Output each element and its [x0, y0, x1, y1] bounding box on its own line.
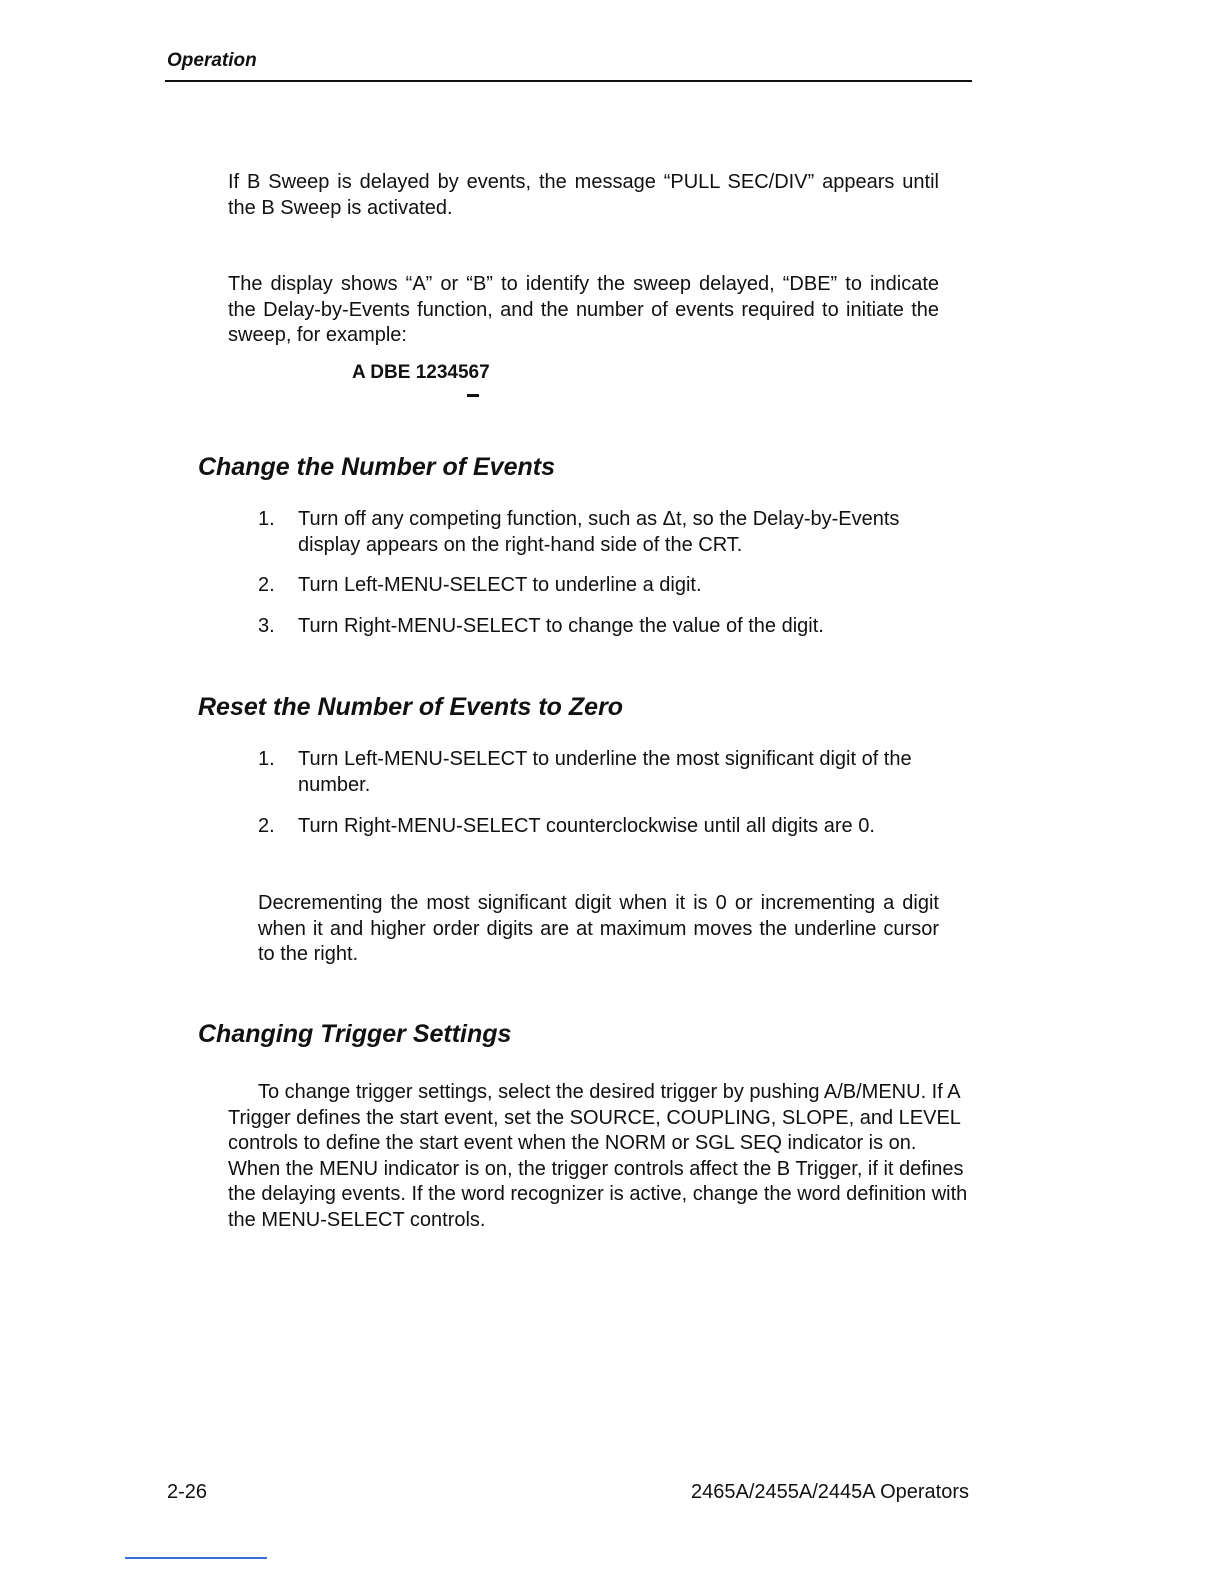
reset-note-paragraph: Decrementing the most significant digit when it is 0 or incrementing a digit when it and higher order digits are at maximum moves the underline cursor to the right. — [258, 892, 939, 965]
section-header: Operation — [167, 50, 257, 71]
step-number: 1. — [258, 748, 275, 770]
intro-paragraph-2: The display shows “A” or “B” to identify the sweep delayed, “DBE” to indicate the Delay-by-Events function, and the number of events required to initiate the sweep, for example: — [228, 273, 939, 346]
page-number: 2-26 — [167, 1481, 208, 1503]
intro-paragraph-1: If B Sweep is delayed by events, the message “PULL SEC/DIV” appears until the B Sweep is activated. — [228, 171, 939, 219]
step-number: 3. — [258, 615, 275, 637]
step-text: Turn off any competing function, such as Δt, so the Delay-by-Events display appears on the right-hand side of the CRT. — [298, 508, 900, 556]
example-display-readout: A DBE 1234567 — [352, 362, 490, 383]
step-text: Turn Left-MENU-SELECT to underline the most significant digit of the number. — [298, 748, 912, 796]
step-number: 2. — [258, 574, 275, 596]
list-item — [258, 614, 948, 640]
header-rule — [165, 80, 972, 82]
list-item — [258, 507, 948, 559]
trigger-paragraph: To change trigger settings, select the desired trigger by pushing A/B/MENU. If A Trigger defines the start event, set the SOURCE, COUPLING, SLOPE, and LEVEL controls to define the start event when the NORM or SGL SEQ indicator is on. When the MENU indicator is on, the trigger controls affect the B Trigger, if it defines the delaying events. If the word recognizer is active, change the word definition with the MENU-SELECT controls. — [228, 1081, 968, 1231]
digit-underline-cursor — [467, 394, 479, 397]
step-number: 2. — [258, 815, 275, 837]
list-item — [258, 747, 948, 799]
manual-title: 2465A/2455A/2445A Operators — [691, 1481, 969, 1503]
list-item — [258, 814, 948, 840]
step-text: Turn Right-MENU-SELECT to change the value of the digit. — [298, 615, 824, 637]
scan-artifact-line — [125, 1557, 267, 1559]
heading-change-number-of-events: Change the Number of Events — [198, 453, 555, 481]
step-text: Turn Right-MENU-SELECT counterclockwise until all digits are 0. — [298, 815, 875, 837]
heading-changing-trigger-settings: Changing Trigger Settings — [198, 1020, 512, 1048]
heading-reset-number-of-events: Reset the Number of Events to Zero — [198, 693, 624, 721]
list-item — [258, 573, 948, 599]
step-number: 1. — [258, 508, 275, 530]
step-text: Turn Left-MENU-SELECT to underline a digit. — [298, 574, 702, 596]
